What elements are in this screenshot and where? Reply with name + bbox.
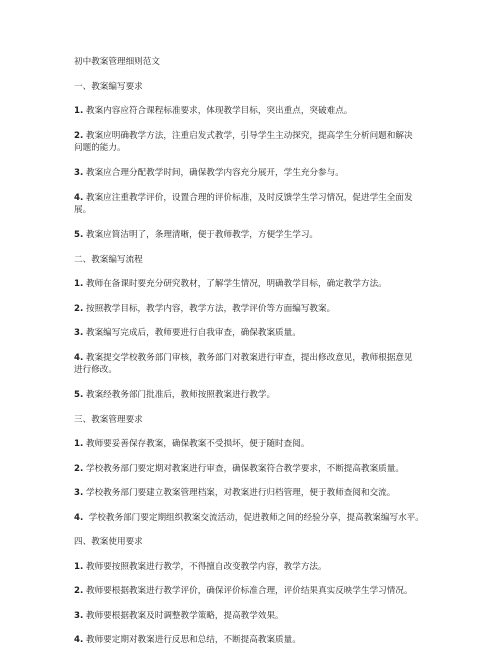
list-item [74,352,454,377]
item-text: 教师要根据教案进行教学评价，确保评价标准合理，评价结果真实反映学生学习情况。 [83,586,413,596]
item-number: 3. [74,328,84,338]
item-number: 4. [74,192,84,203]
item-number: 4. [74,512,84,523]
section-2 [74,254,454,402]
item-text: 教师要妥善保存教案，确保教案不受损坏，便于随时查阅。 [83,439,310,449]
list-item [74,229,454,241]
item-number: 5. [74,230,84,240]
list-item [74,167,454,179]
item-number: 3. [74,610,84,621]
list-item [74,512,454,524]
list-item [74,610,454,622]
item-number: 1. [74,106,84,116]
section-heading: 一、教案编写要求 [74,81,143,92]
item-number: 2. [74,303,84,314]
list-item [74,130,454,155]
item-number: 2. [74,463,84,474]
section-4 [74,536,454,646]
item-text: 教案经教务部门批准后，教师按照教案进行教学。 [83,390,276,400]
item-text: 按照教学目标，教学内容，教学方法，教学评价等方面编写教案。 [83,303,336,314]
list-item [74,303,454,315]
section-heading: 四、教案使用要求 [74,537,143,547]
item-number: 3. [74,168,84,178]
list-item [74,105,454,117]
item-number: 1. [74,561,84,572]
list-item [74,585,454,597]
item-text: 教案内容应符合课程标准要求，体现教学目标，突出重点，突破难点。 [83,106,353,116]
section-3 [74,414,454,524]
item-text: 学校教务部门要建立教案管理档案，对教案进行归档管理，便于教师查阅和交流。 [83,488,396,498]
document-page [74,56,454,659]
item-number: 3. [74,488,84,498]
item-number: 4. [74,352,84,363]
item-number: 1. [74,279,84,289]
item-text: 教案应明确教学方法，注重启发式教学，引导学生主动探究，提高学生分析问题和解决 问题的能力。 [74,130,413,153]
list-item [74,438,454,450]
list-item [74,389,454,401]
item-text: 教案应合理分配教学时间，确保教学内容充分展开，学生充分参与。 [83,168,344,178]
item-number: 2. [74,130,84,141]
item-text: 教案应简洁明了，条理清晰，便于教师教学，方便学生学习。 [83,230,319,240]
list-item [74,192,454,217]
list-item [74,487,454,499]
item-text: 学校教务部门要定期组织教案交流活动，促进教师之间的经验分享，提高教案编写水平。 [83,512,424,523]
item-number: 1. [74,439,84,449]
item-text: 教师要根据教案及时调整教学策略，提高教学效果。 [83,610,284,621]
section-heading: 三、教案管理要求 [74,414,143,425]
list-item [74,327,454,339]
item-text: 教案编写完成后，教师要进行自我审查，确保教案质量。 [83,328,301,338]
list-item [74,561,454,573]
item-number: 5. [74,390,84,400]
list-item [74,278,454,290]
section-heading: 二、教案编写流程 [74,254,143,265]
item-text: 教师在备课时要充分研究教材，了解学生情况，明确教学目标，确定教学方法。 [83,279,387,289]
item-number: 2. [74,586,84,596]
item-number: 4. [74,635,84,645]
list-item [74,634,454,646]
section-1 [74,81,454,242]
list-item [74,463,454,475]
item-text: 教案应注重教学评价，设置合理的评价标准，及时反馈学生学习情况，促进学生全面发 展。 [74,192,413,215]
item-text: 教案提交学校教务部门审核，教务部门对教案进行审查，提出修改意见，教师根据意见 进行修改。 [74,352,413,375]
document-title: 初中教案管理细则范文 [74,57,160,67]
item-text: 教师要按照教案进行教学，不得擅自改变教学内容，教学方法。 [83,561,327,572]
item-text: 学校教务部门要定期对教案进行审查，确保教案符合教学要求，不断提高教案质量。 [83,463,404,474]
item-text: 教师要定期对教案进行反思和总结，不断提高教案质量。 [83,635,301,645]
